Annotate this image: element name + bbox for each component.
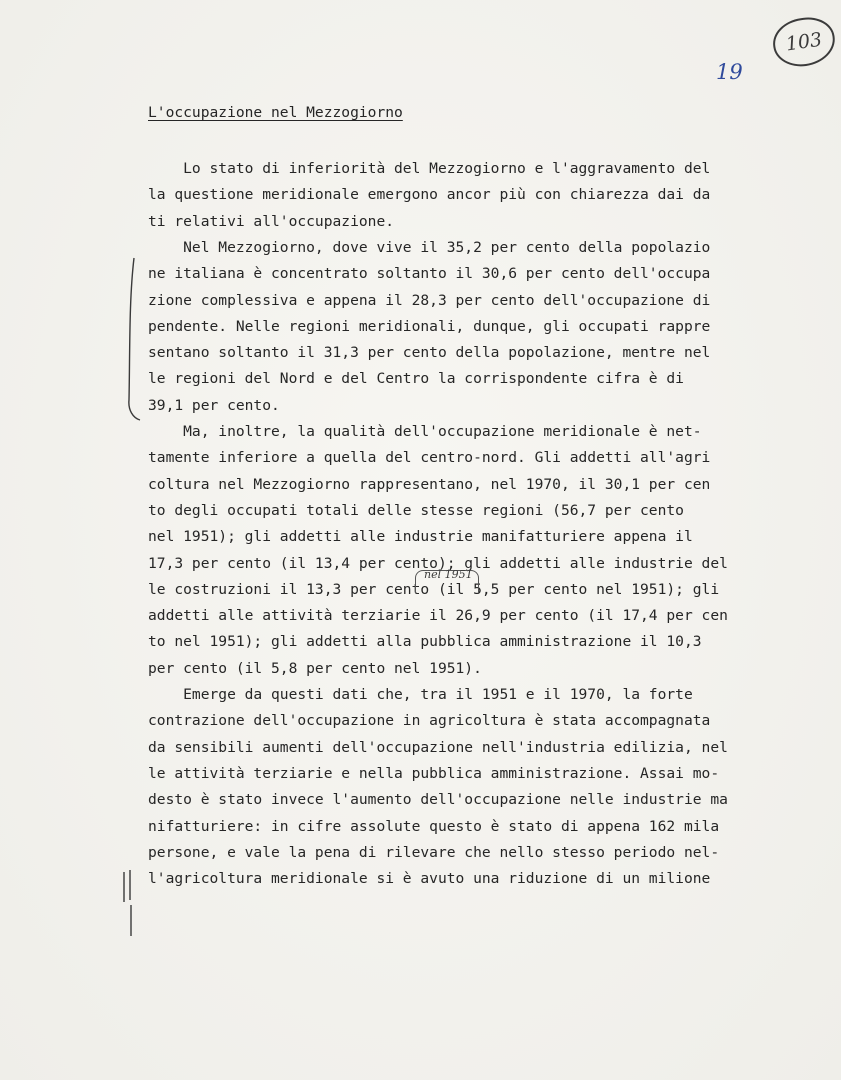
text-line: Emerge da questi dati che, tra il 1951 e il 1970, la forte	[148, 686, 693, 703]
text-line: nifatturiere: in cifre assolute questo è stato di appena 162 mila	[148, 817, 720, 835]
margin-bracket-2	[124, 870, 130, 902]
text-line: ti relativi all'occupazione.	[148, 212, 395, 230]
text-line: da sensibili aumenti dell'occupazione nell'industria edilizia, nel	[148, 738, 728, 756]
text-line: nel 1951); gli addetti alle industrie manifatturiere appena il	[148, 528, 693, 546]
page-number: 19	[716, 60, 743, 84]
text-line: coltura nel Mezzogiorno rappresentano, nel 1970, il 30,1 per cen	[148, 475, 711, 493]
text-line: persone, e vale la pena di rilevare che nello stesso periodo nel-	[148, 843, 720, 861]
text-line: zione complessiva e appena il 28,3 per cento dell'occupazione di	[148, 291, 711, 309]
text-line: desto è stato invece l'aumento dell'occupazione nelle industrie ma	[148, 791, 728, 809]
margin-bracket-1	[129, 258, 140, 420]
text-line: contrazione dell'occupazione in agricoltura è stata accompagnata	[148, 712, 711, 730]
section-heading: L'occupazione nel Mezzogiorno	[148, 104, 403, 121]
text-line: Nel Mezzogiorno, dove vive il 35,2 per cento della popolazio	[148, 238, 711, 256]
text-line: addetti alle attività terziarie il 26,9 per cento (il 17,4 per cen	[148, 607, 728, 625]
text-line: le attività terziarie e nella pubblica amministrazione. Assai mo-	[148, 764, 720, 782]
text-line: to degli occupati totali delle stesse regioni (56,7 per cento	[148, 501, 684, 519]
text-line: sentano soltanto il 31,3 per cento della popolazione, mentre nel	[148, 344, 711, 362]
text-line: le costruzioni il 13,3 per cento (il 5,5 per cento nel 1951); gli	[148, 580, 720, 598]
text-line: ne italiana è concentrato soltanto il 30,6 per cento dell'occupa	[148, 265, 711, 283]
text-line: 39,1 per cento.	[148, 396, 280, 414]
text-line: la questione meridionale emergono ancor più con chiarezza dai da	[148, 186, 711, 204]
text-line: l'agricoltura meridionale si è avuto una riduzione di un milione	[148, 870, 711, 888]
handwritten-insertion: nel 1951	[424, 568, 473, 581]
text-line: Lo stato di inferiorità del Mezzogiorno e l'aggravamento del	[148, 160, 711, 177]
text-line: 17,3 per cento (il 13,4 per cento); gli addetti alle industrie del	[148, 554, 728, 572]
text-line: to nel 1951); gli addetti alla pubblica amministrazione il 10,3	[148, 633, 702, 651]
text-line: per cento (il 5,8 per cento nel 1951).	[148, 659, 482, 677]
folio-stamp: 103	[770, 14, 838, 70]
text-line: le regioni del Nord e del Centro la corrispondente cifra è di	[148, 370, 684, 388]
text-line: Ma, inoltre, la qualità dell'occupazione meridionale è net-	[148, 423, 702, 440]
text-line: pendente. Nelle regioni meridionali, dunque, gli occupati rappre	[148, 317, 711, 335]
text-line: tamente inferiore a quella del centro-nord. Gli addetti all'agri	[148, 449, 711, 467]
